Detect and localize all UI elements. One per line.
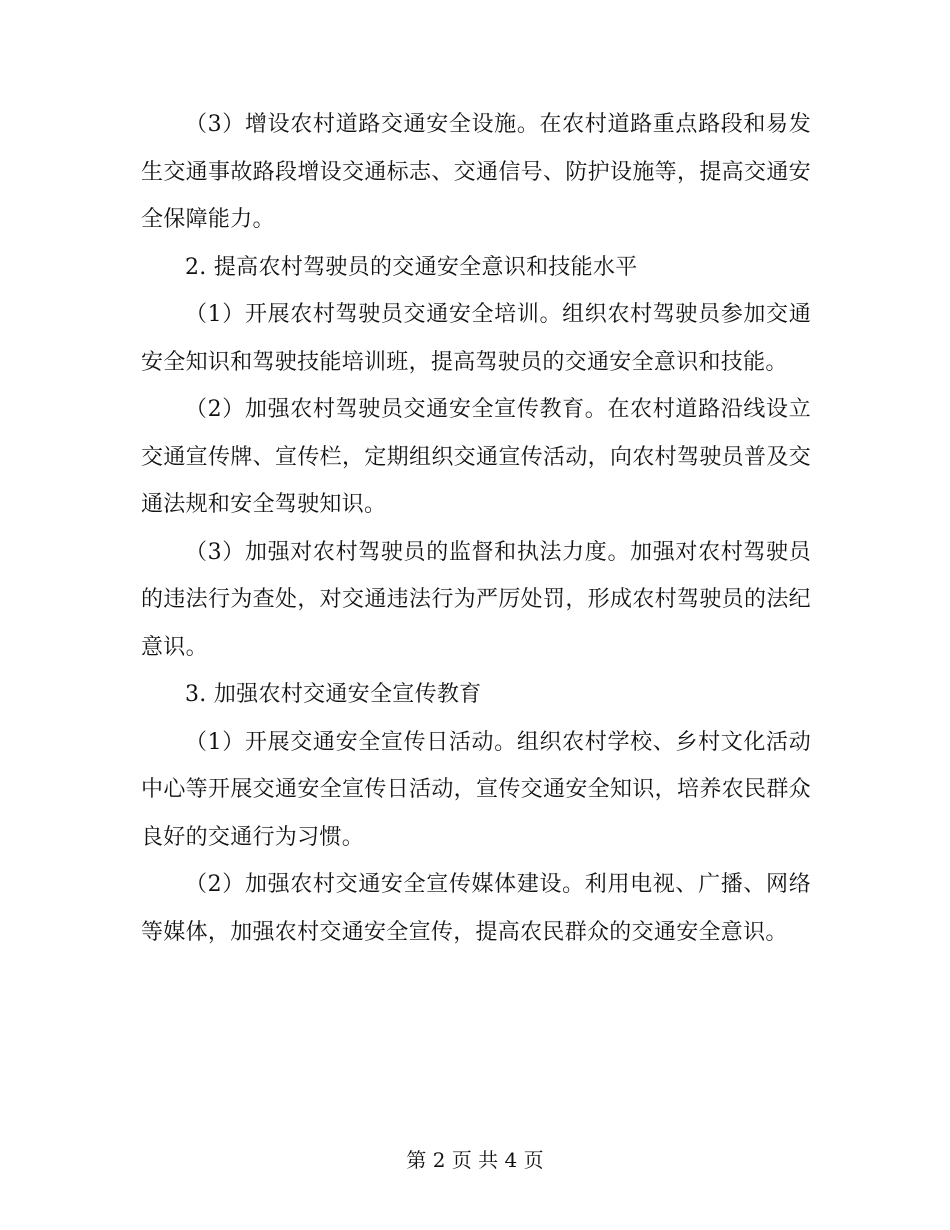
paragraph-road-safety-facilities: （3）增设农村道路交通安全设施。在农村道路重点路段和易发生交通事故路段增设交通标志、交通信号、防护设施等，提高交通安全保障能力。 [141,112,811,232]
document-body [141,101,811,956]
section-heading-publicity-education: 3. 加强农村交通安全宣传教育 [185,682,482,707]
page-number-label: 第 2 页 共 4 页 [406,1148,544,1172]
paragraph-driver-training: （1）开展农村驾驶员交通安全培训。组织农村驾驶员参加交通安全知识和驾驶技能培训班，提高驾驶员的交通安全意识和技能。 [141,302,811,375]
paragraph-safety-day: （1）开展交通安全宣传日活动。组织农村学校、乡村文化活动中心等开展交通安全宣传日活动，宣传交通安全知识，培养农民群众良好的交通行为习惯。 [141,729,811,850]
paragraph-driver-publicity: （2）加强农村驾驶员交通安全宣传教育。在农村道路沿线设立交通宣传牌、宣传栏，定期组织交通宣传活动，向农村驾驶员普及交通法规和安全驾驶知识。 [141,397,811,517]
paragraph-media-construction: （2）加强农村交通安全宣传媒体建设。利用电视、广播、网络等媒体，加强农村交通安全宣传，提高农民群众的交通安全意识。 [141,872,811,945]
page-footer [0,1146,950,1174]
section-heading-driver-awareness: 2. 提高农村驾驶员的交通安全意识和技能水平 [185,254,638,280]
paragraph-driver-supervision: （3）加强对农村驾驶员的监督和执法力度。加强对农村驾驶员的违法行为查处，对交通违法行为严厉处罚，形成农村驾驶员的法纪意识。 [141,539,811,660]
